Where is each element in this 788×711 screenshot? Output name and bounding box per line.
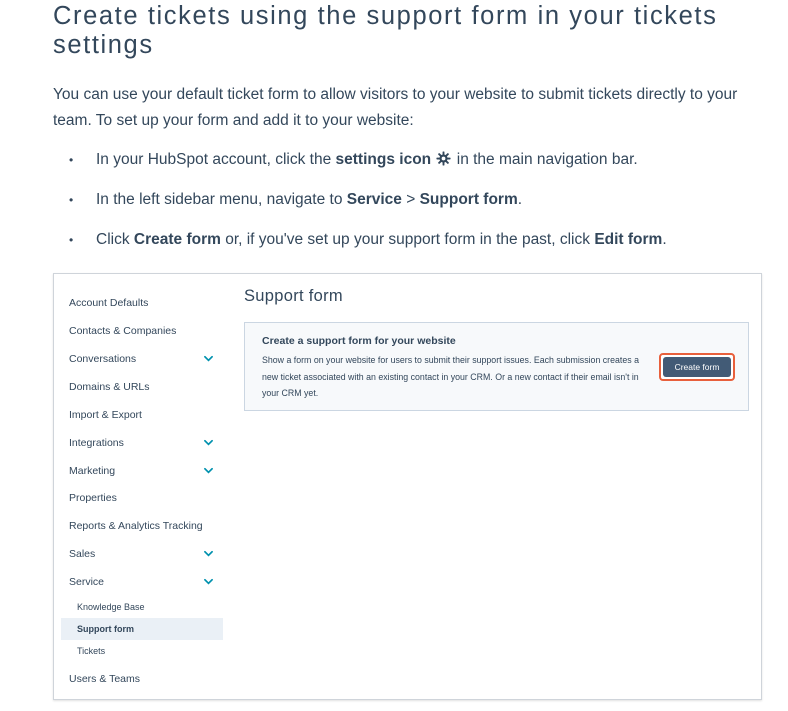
sidebar-item-marketing[interactable]: Marketing xyxy=(69,459,224,483)
chevron-down-icon[interactable] xyxy=(204,439,213,447)
step-bold: settings icon xyxy=(335,151,432,168)
settings-screenshot xyxy=(53,273,762,700)
step-text: or, if you've set up your support form in the past, click xyxy=(220,231,595,248)
card-description: Show a form on your website for users to submit their support issues. Each submission creates a new ticket associated with an existing contact in your CRM. Or a new contact if their email isn't in your CRM yet. xyxy=(262,355,639,398)
sidebar-item-integrations[interactable]: Integrations xyxy=(69,431,224,455)
bullet-icon: • xyxy=(69,233,74,247)
sidebar-item-service[interactable]: Service xyxy=(69,570,224,594)
step-item xyxy=(0,185,788,215)
page-title: Create tickets using the support form in your tickets settings xyxy=(53,2,718,59)
step-text: In your HubSpot account, click the xyxy=(96,151,336,168)
gear-icon xyxy=(436,151,451,166)
step-bold: Create form xyxy=(133,231,221,248)
step-text: in the main navigation bar. xyxy=(452,151,638,168)
sidebar-item-users-teams[interactable]: Users & Teams xyxy=(69,673,140,685)
chevron-down-icon[interactable] xyxy=(204,550,213,558)
sidebar-item-properties[interactable]: Properties xyxy=(69,492,117,504)
sidebar-item-import-export[interactable]: Import & Export xyxy=(69,409,142,421)
sidebar-item-reports-analytics[interactable]: Reports & Analytics Tracking xyxy=(69,520,203,532)
sidebar-item-account-defaults[interactable]: Account Defaults xyxy=(69,297,149,309)
sidebar-subitem-tickets[interactable]: Tickets xyxy=(77,646,106,656)
chevron-down-icon[interactable] xyxy=(204,467,213,475)
step-text: . xyxy=(517,191,523,208)
step-bold: Edit form xyxy=(594,231,663,248)
create-form-button[interactable]: Create form xyxy=(663,357,731,377)
bullet-icon: • xyxy=(69,153,74,167)
support-form-title: Support form xyxy=(244,287,343,305)
button-highlight xyxy=(659,353,735,381)
step-item xyxy=(0,225,788,255)
step-item xyxy=(0,145,788,175)
step-bold: Service xyxy=(346,191,402,208)
sidebar-item-sales[interactable]: Sales xyxy=(69,542,224,566)
sidebar-subitem-knowledge-base[interactable]: Knowledge Base xyxy=(77,602,145,612)
step-text: Click xyxy=(96,231,134,248)
support-form-card xyxy=(244,322,749,411)
step-text: In the left sidebar menu, navigate to xyxy=(96,191,347,208)
sidebar-item-domains-urls[interactable]: Domains & URLs xyxy=(69,381,150,393)
sidebar-item-conversations[interactable]: Conversations xyxy=(69,347,224,371)
settings-sidebar xyxy=(54,274,229,699)
sidebar-subitem-support-form[interactable]: Support form xyxy=(61,618,223,640)
intro-paragraph: You can use your default ticket form to allow visitors to your website to submit tickets directly to your team. To set up your form and add it to your website: xyxy=(53,86,738,129)
step-text: . xyxy=(662,231,667,248)
bullet-icon: • xyxy=(69,193,74,207)
sidebar-item-contacts-companies[interactable]: Contacts & Companies xyxy=(69,325,177,337)
step-bold: Support form xyxy=(419,191,518,208)
card-title: Create a support form for your website xyxy=(262,335,456,347)
step-text: > xyxy=(401,191,420,208)
chevron-down-icon[interactable] xyxy=(204,578,213,586)
chevron-down-icon[interactable] xyxy=(204,355,213,363)
